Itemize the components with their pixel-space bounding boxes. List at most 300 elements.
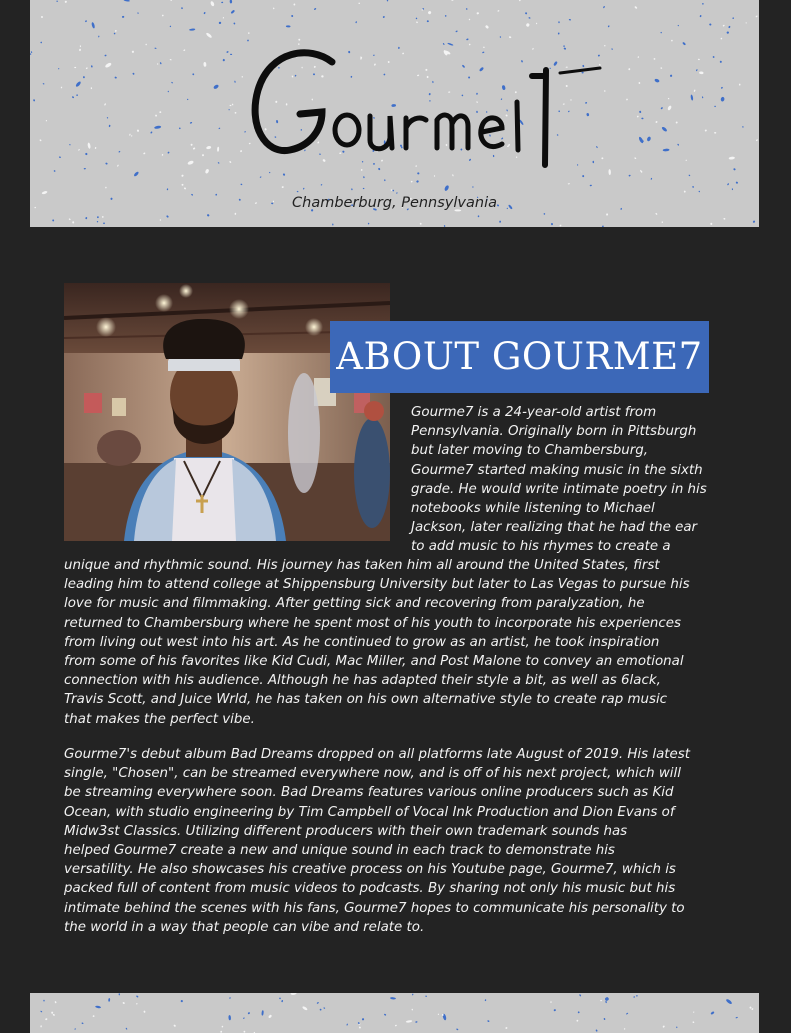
speckle-dot (154, 48, 156, 50)
bio-line: Pennsylvania. Originally born in Pittsburgh (411, 424, 697, 440)
speckle-dot (167, 188, 169, 190)
bio-line: single, "Chosen", can be streamed everywhere now, and is off of his next project, which will (64, 766, 681, 782)
speckle-dot (569, 19, 571, 21)
speckle-dot (455, 30, 458, 32)
speckle-dot (173, 1024, 176, 1027)
speckle-dot (30, 53, 31, 55)
speckle-dot (485, 25, 489, 29)
bio-line: packed full of content from music videos to podcasts. By sharing not only his music but his (64, 881, 676, 897)
speckle-dot (170, 59, 172, 61)
speckle-dot (662, 1025, 665, 1028)
speckle-dot (30, 51, 32, 53)
speckle-dot (145, 44, 147, 46)
speckle-dot (554, 1009, 557, 1011)
bio-line: the world in a way that people can vibe and relate to. (64, 919, 425, 935)
speckle-dot (600, 1000, 602, 1002)
speckle-dot (655, 213, 658, 216)
speckle-dot (710, 1011, 714, 1015)
speckle-dot (78, 149, 80, 151)
speckle-dot (392, 190, 394, 192)
speckle-dot (384, 1013, 387, 1015)
speckle-dot (382, 16, 385, 19)
speckle-dot (184, 187, 187, 190)
speckle-dot (469, 19, 471, 21)
speckle-dot (714, 132, 716, 134)
speckle-dot (74, 1028, 76, 1030)
speckle-dot (52, 219, 55, 222)
speckle-dot (671, 40, 673, 42)
speckle-dot (641, 118, 643, 120)
speckle-dot (732, 17, 734, 19)
bio-line: helped Gourme7 create a new and unique sound in each track to demonstrate his (64, 843, 615, 859)
speckle-dot (714, 106, 716, 107)
speckle-dot (133, 171, 139, 177)
speckle-dot (712, 56, 714, 58)
speckle-dot (54, 1001, 56, 1004)
speckle-dot (688, 174, 690, 176)
speckle-dot (699, 15, 701, 18)
speckle-dot (290, 993, 296, 995)
speckle-dot (291, 15, 294, 18)
speckle-dot (756, 139, 759, 141)
speckle-dot (137, 129, 140, 132)
speckle-dot (46, 120, 48, 122)
speckle-dot (363, 188, 365, 189)
speckle-dot (733, 168, 736, 171)
bio-paragraph-1-continued (64, 556, 732, 729)
speckle-dot (167, 91, 169, 93)
speckle-dot (721, 87, 724, 90)
speckle-dot (293, 3, 295, 5)
bio-line: be streaming everywhere soon. Bad Dreams features various online producers such as Kid (64, 785, 674, 801)
speckle-dot (181, 174, 184, 177)
speckle-dot (166, 215, 169, 218)
speckle-dot (676, 1026, 677, 1028)
bio-line: Ocean, with studio engineering by Tim Campbell of Vocal Ink Production and Dion Evans of (64, 804, 675, 820)
speckle-dot (118, 151, 120, 153)
speckle-dot (391, 189, 393, 191)
speckle-dot (119, 993, 120, 995)
speckle-dot (43, 1000, 44, 1002)
speckle-dot (114, 76, 117, 78)
speckle-dot (551, 223, 554, 226)
speckle-dot (420, 223, 422, 225)
speckle-dot (732, 188, 733, 190)
speckle-dot (136, 995, 139, 998)
speckle-dot (129, 133, 131, 135)
speckle-dot (226, 51, 229, 53)
speckle-dot (136, 1003, 138, 1005)
speckle-dot (157, 63, 158, 65)
speckle-dot (359, 1026, 362, 1029)
speckle-dot (91, 22, 95, 29)
speckle-dot (577, 1011, 580, 1014)
speckle-dot (579, 994, 582, 997)
speckle-dot (181, 184, 183, 186)
speckle-dot (108, 998, 110, 1002)
speckle-dot (346, 1023, 348, 1025)
bio-line: connection with his audience. Although he has adapted their style a bit, as well as 6lack, (64, 673, 661, 689)
speckle-dot (107, 117, 109, 119)
speckle-dot (628, 68, 631, 71)
speckle-dot (608, 25, 610, 27)
speckle-dot (279, 997, 281, 999)
speckle-dot (247, 1012, 250, 1015)
bio-line: notebooks while listening to Michael (411, 501, 655, 517)
speckle-dot (332, 223, 333, 225)
speckle-dot (323, 1007, 325, 1009)
speckle-dot (105, 162, 108, 164)
speckle-dot (180, 1000, 183, 1003)
speckle-dot (160, 219, 161, 221)
speckle-dot (416, 180, 419, 183)
speckle-dot (698, 59, 700, 61)
speckle-dot (363, 176, 365, 178)
speckle-dot (171, 82, 173, 84)
speckle-dot (696, 69, 698, 72)
speckle-dot (745, 22, 746, 23)
speckle-dot (74, 67, 76, 68)
speckle-dot (248, 32, 250, 34)
speckle-dot (160, 62, 162, 65)
speckle-dot (528, 17, 530, 19)
speckle-dot (114, 33, 116, 35)
speckle-dot (675, 121, 678, 124)
bio-line: Midw3st Classics. Utilizing different producers with their own trademark sounds has (64, 823, 628, 839)
speckle-dot (476, 12, 479, 14)
speckle-dot (85, 217, 87, 220)
speckle-dot (466, 8, 468, 10)
speckle-dot (604, 997, 609, 1002)
speckle-dot (582, 175, 585, 178)
speckle-dot (519, 0, 521, 1)
speckle-dot (728, 26, 731, 29)
speckle-dot (421, 9, 423, 11)
bio-paragraph-1-intro (411, 403, 731, 557)
speckle-dot (87, 142, 91, 149)
bio-line: to add music to his rhymes to create a (411, 539, 671, 555)
speckle-dot (693, 89, 695, 92)
bio-line: intimate behind the scenes with his fans, Gourme7 hopes to communicate his personality to (64, 900, 685, 916)
speckle-dot (603, 6, 605, 9)
speckle-dot (719, 60, 722, 63)
bio-line: love for music and filmmaking. After getting sick and recovering from paralyzation, he (64, 596, 645, 612)
speckle-dot (45, 1018, 48, 1020)
speckle-dot (735, 1017, 738, 1019)
speckle-dot (40, 1010, 42, 1012)
speckle-dot (39, 139, 42, 141)
speckle-dot (162, 14, 164, 16)
speckle-dot (183, 49, 185, 51)
speckle-dot (684, 190, 686, 192)
speckle-dot (626, 1012, 629, 1014)
speckle-dot (611, 48, 613, 50)
speckle-dot (499, 36, 501, 38)
speckle-dot (218, 127, 220, 129)
speckle-dot (154, 125, 161, 129)
speckle-dot (720, 97, 724, 102)
bio-line: Gourme7 started making music in the sixth (411, 462, 703, 478)
speckle-dot (234, 213, 236, 215)
speckle-dot (207, 214, 210, 217)
speckle-dot (690, 94, 693, 100)
speckle-dot (132, 50, 135, 53)
speckle-dot (685, 159, 687, 161)
speckle-dot (387, 0, 389, 2)
speckle-dot (726, 31, 729, 34)
speckle-dot (192, 73, 194, 75)
speckle-dot (230, 10, 235, 15)
speckle-dot (320, 1009, 322, 1011)
speckle-dot (472, 186, 474, 188)
speckle-dot (218, 162, 220, 164)
speckle-dot (228, 1015, 231, 1020)
speckle-dot (358, 2, 360, 4)
speckle-dot (217, 147, 219, 152)
speckle-dot (51, 1012, 53, 1014)
speckle-dot (93, 1015, 95, 1017)
speckle-dot (167, 151, 170, 153)
speckle-dot (704, 129, 707, 132)
speckle-dot (80, 45, 81, 47)
speckle-dot (95, 1005, 101, 1008)
speckle-dot (411, 1009, 413, 1011)
speckle-dot (321, 184, 323, 186)
speckle-dot (661, 221, 663, 223)
speckle-dot (415, 17, 417, 19)
speckle-dot (40, 41, 42, 43)
speckle-dot (84, 168, 86, 170)
speckle-dot (109, 125, 111, 128)
speckle-dot (98, 35, 100, 37)
speckle-dot (699, 71, 704, 74)
speckle-dot (355, 21, 357, 23)
speckle-dot (384, 179, 386, 181)
speckle-dot (606, 213, 608, 215)
speckle-dot (202, 154, 205, 157)
speckle-dot (595, 1029, 598, 1032)
speckle-dot (550, 1001, 552, 1003)
speckle-dot (143, 1010, 145, 1013)
speckle-dot (281, 1000, 283, 1003)
speckle-dot (203, 62, 206, 67)
speckle-dot (702, 3, 704, 5)
speckle-dot (438, 1013, 440, 1015)
speckle-dot (670, 74, 673, 77)
speckle-dot (427, 10, 431, 14)
speckle-dot (206, 146, 212, 150)
speckle-dot (444, 225, 446, 227)
speckle-dot (102, 216, 104, 218)
bio-paragraph-2 (64, 745, 732, 937)
speckle-dot (122, 16, 125, 18)
speckle-dot (725, 998, 732, 1004)
speckle-dot (559, 224, 562, 226)
speckle-dot (222, 59, 225, 62)
speckle-dot (660, 67, 662, 69)
speckle-dot (314, 8, 317, 11)
speckle-dot (302, 1006, 308, 1011)
speckle-dot (53, 170, 55, 172)
speckle-dot (187, 99, 189, 101)
speckle-dot (702, 96, 704, 98)
speckle-dot (268, 1014, 272, 1018)
speckle-dot (286, 25, 291, 27)
bio-line: from living out west into his art. As he continued to grow as an artist, he took inspiration (64, 634, 660, 650)
speckle-dot (85, 153, 87, 155)
bio-line: leading him to attend college at Shippensburg University but later to Las Vegas to pursue his (64, 577, 690, 593)
speckle-dot (240, 183, 242, 185)
speckle-dot (568, 183, 570, 184)
speckle-dot (698, 191, 700, 193)
speckle-dot (638, 136, 644, 144)
speckle-dot (219, 22, 222, 25)
speckle-dot (536, 23, 537, 24)
speckle-dot (663, 148, 670, 151)
speckle-dot (229, 997, 231, 999)
speckle-dot (221, 2, 223, 4)
speckle-dot (205, 32, 212, 39)
speckle-dot (412, 993, 414, 995)
speckle-dot (456, 1028, 459, 1030)
speckle-dot (736, 181, 739, 184)
speckle-dot (677, 25, 679, 27)
speckle-dot (368, 223, 370, 225)
speckle-dot (83, 76, 85, 78)
speckle-dot (605, 1001, 607, 1003)
speckle-dot (742, 126, 744, 128)
speckle-dot (68, 218, 70, 220)
bio-line: unique and rhythmic sound. His journey has taken him all around the United States, first (64, 558, 660, 573)
speckle-dot (75, 81, 81, 88)
speckle-dot (411, 180, 413, 182)
speckle-dot (624, 1028, 626, 1030)
speckle-dot (487, 1020, 490, 1022)
header-banner (30, 0, 759, 227)
speckle-dot (97, 216, 99, 218)
speckle-dot (654, 78, 660, 83)
speckle-dot (682, 42, 686, 46)
speckle-dot (122, 1002, 125, 1005)
speckle-dot (193, 147, 196, 150)
bio-line: versatility. He also showcases his creative process on his Youtube page, Gourme7, which is (64, 862, 676, 878)
speckle-dot (425, 995, 427, 997)
speckle-dot (729, 156, 736, 160)
speckle-dot (64, 0, 67, 3)
speckle-dot (505, 1027, 507, 1029)
speckle-dot (427, 20, 429, 22)
speckle-dot (720, 38, 722, 40)
speckle-dot (626, 99, 628, 101)
speckle-dot (52, 1014, 55, 1016)
speckle-dot (233, 22, 235, 25)
speckle-dot (485, 999, 487, 1001)
location-text: Chamberburg, Pennsylvania (292, 195, 497, 211)
speckle-dot (297, 191, 299, 193)
speckle-dot (159, 111, 161, 113)
gourmet-logo (230, 40, 610, 175)
speckle-dot (105, 62, 113, 68)
speckle-dot (637, 115, 639, 117)
speckle-dot (203, 12, 206, 15)
speckle-dot (282, 186, 284, 188)
speckle-dot (105, 187, 107, 189)
speckle-dot (79, 49, 81, 52)
speckle-dot (213, 84, 219, 90)
speckle-dot (727, 183, 729, 186)
bio-line: that makes the perfect vibe. (64, 711, 255, 727)
speckle-dot (115, 30, 117, 32)
speckle-dot (661, 126, 668, 132)
speckle-dot (76, 94, 78, 96)
speckle-dot (190, 122, 193, 124)
speckle-dot (478, 215, 480, 217)
speckle-dot (636, 995, 638, 997)
speckle-dot (752, 220, 755, 223)
speckle-dot (677, 143, 679, 145)
bio-line: Gourme7 is a 24-year-old artist from (411, 405, 657, 420)
speckle-dot (103, 222, 105, 224)
speckle-dot (710, 223, 712, 225)
speckle-dot (104, 103, 106, 106)
speckle-dot (749, 1006, 752, 1009)
speckle-dot (637, 56, 639, 58)
speckle-dot (132, 72, 135, 75)
speckle-dot (416, 21, 418, 23)
bio-line: returned to Chambersburg where he spent most of his youth to incorporate his experiences (64, 615, 681, 631)
speckle-dot (709, 23, 712, 25)
speckle-dot (444, 185, 450, 192)
speckle-dot (362, 1018, 365, 1021)
speckle-dot (638, 82, 641, 85)
bio-line: Gourme7's debut album Bad Dreams dropped on all platforms late August of 2019. His latest (64, 747, 691, 762)
speckle-dot (650, 178, 652, 180)
speckle-pattern-footer (30, 993, 759, 1033)
about-heading: ABOUT GOURME7 (330, 321, 709, 393)
speckle-dot (525, 12, 527, 14)
speckle-dot (179, 127, 181, 129)
speckle-dot (69, 144, 71, 146)
speckle-dot (722, 24, 724, 26)
speckle-dot (451, 0, 454, 1)
speckle-dot (58, 68, 59, 69)
speckle-dot (660, 32, 662, 34)
speckle-dot (543, 213, 545, 215)
speckle-dot (155, 114, 157, 116)
speckle-dot (40, 1025, 41, 1027)
speckle-dot (125, 1028, 127, 1030)
speckle-dot (189, 28, 195, 31)
speckle-dot (72, 96, 75, 99)
speckle-dot (590, 185, 592, 187)
speckle-dot (104, 55, 106, 57)
bio-line: grade. He would write intimate poetry in his (411, 481, 707, 497)
speckle-dot (434, 175, 435, 177)
speckle-dot (97, 221, 99, 223)
speckle-dot (634, 6, 637, 9)
speckle-dot (316, 1002, 319, 1004)
speckle-dot (497, 10, 499, 12)
speckle-dot (668, 98, 670, 100)
speckle-dot (137, 12, 139, 14)
speckle-dot (396, 192, 398, 194)
speckle-dot (602, 225, 604, 227)
speckle-dot (91, 87, 93, 89)
speckle-dot (131, 135, 133, 137)
speckle-dot (351, 188, 353, 190)
speckle-dot (273, 7, 275, 9)
speckle-dot (59, 156, 61, 158)
